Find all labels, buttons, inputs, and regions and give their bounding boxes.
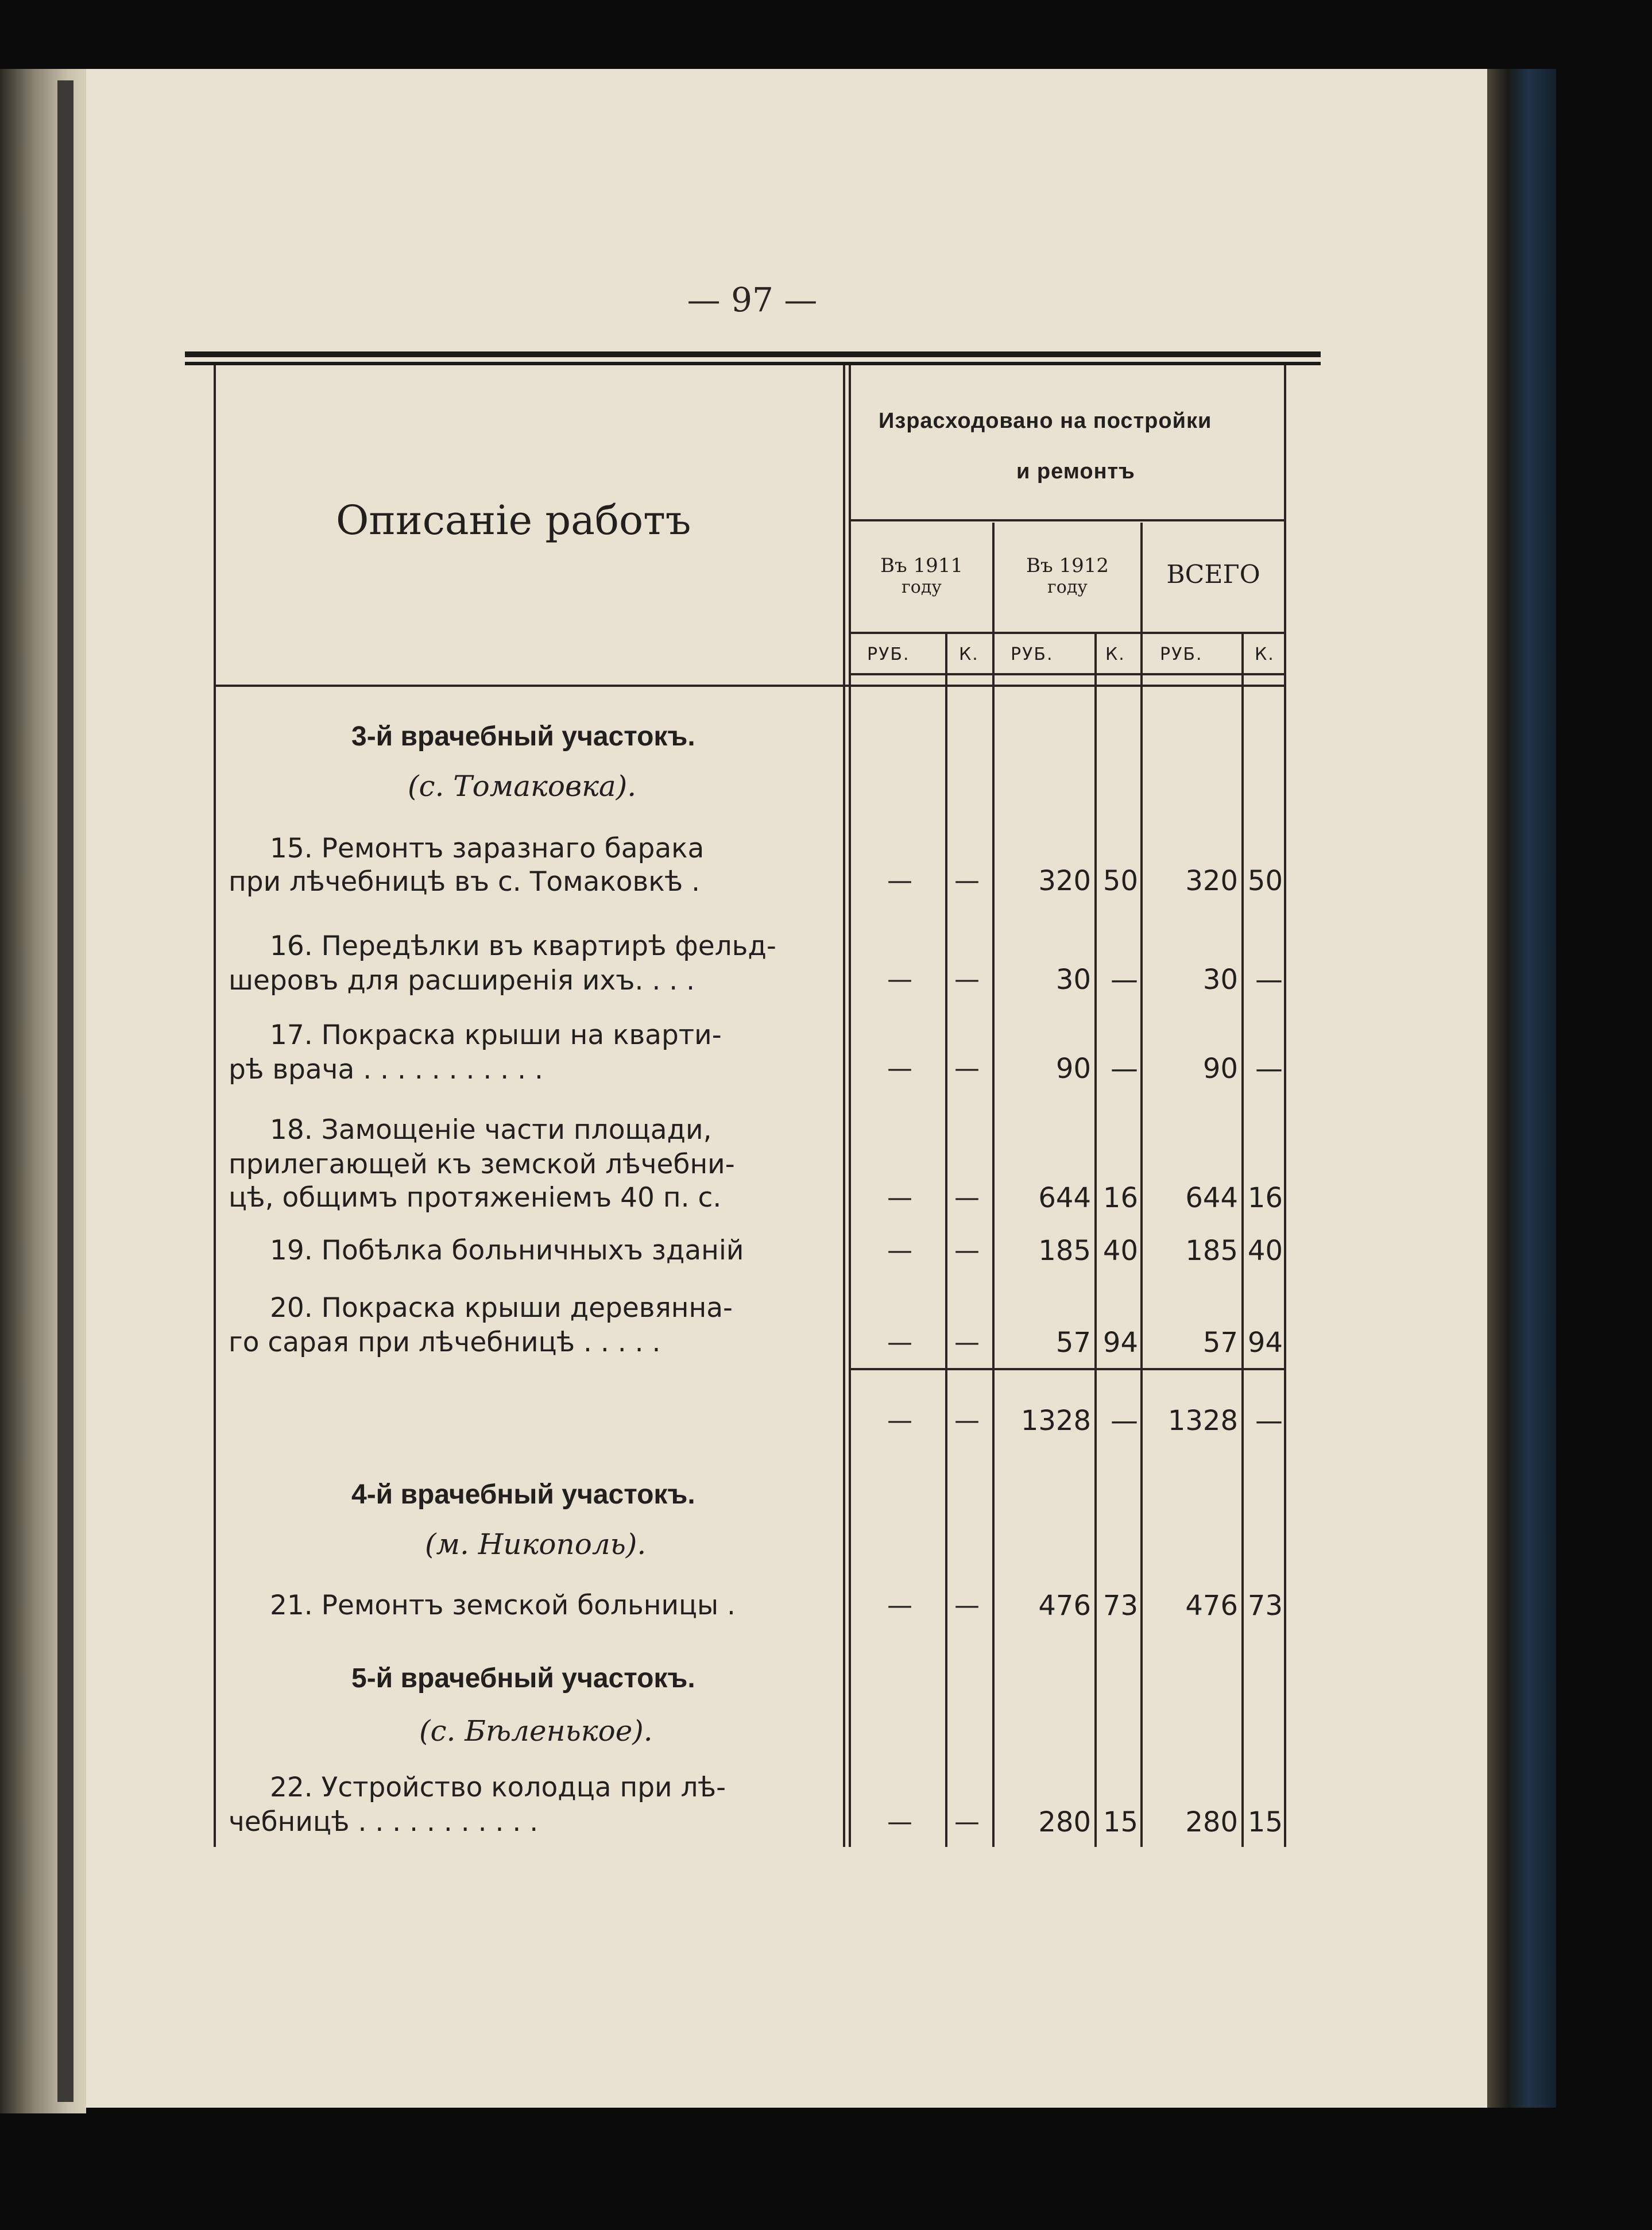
cell-rub-total: 1328 [1167,1405,1238,1437]
cell-rub-total: 320 [1185,865,1238,897]
cell-rub-total: 90 [1202,1053,1238,1085]
cell-kop-total: — [1255,964,1283,996]
cell-kop-total: — [1255,1405,1283,1437]
cell-kop-1912: — [1111,1405,1138,1437]
section-title: 4-й врачебный участокъ. [351,1479,695,1510]
page-number: — 97 — [687,280,818,319]
column-header-1911-line1: Въ 1911 [880,554,963,577]
header-rule [849,673,1284,675]
table-left-border [214,365,216,1847]
column-header-total: ВСЕГО [1166,560,1260,589]
column-header-spent-2: и ремонтъ [1016,459,1135,484]
cell-kop-1912: 15 [1102,1806,1138,1838]
cell-kop-1912: 73 [1102,1590,1138,1622]
column-header-1912-line1: Въ 1912 [1026,554,1109,577]
row-description: 21. Ремонтъ земской больницы . [270,1590,736,1621]
cell-rub-1912: 320 [1038,865,1091,897]
cell-kop-1911: — [954,1328,980,1357]
row-description: 15. Ремонтъ заразнаго барака [270,833,705,864]
section-location: (с. Томаковка). [408,770,637,803]
unit-rub: РУБ. [867,644,910,664]
cell-rub-total: 280 [1185,1806,1238,1838]
cell-rub-1912: 30 [1055,964,1091,996]
cell-rub-1911: — [887,866,912,895]
row-description: цѣ, общимъ протяженіемъ 40 п. с. [229,1182,722,1213]
right-page-edge [1487,69,1556,2108]
top-rule [185,351,1321,357]
column-divider [945,632,947,1847]
cell-rub-1911: — [887,1054,912,1083]
unit-kop: К. [1255,644,1275,664]
cell-kop-total: 50 [1247,865,1283,897]
column-header-description: Описаніе работъ [336,497,691,544]
row-description: 16. Передѣлки въ квартирѣ фельд- [270,930,776,962]
column-header-1911 [851,554,992,597]
cell-rub-1911: — [887,965,912,994]
cell-rub-1911: — [887,1807,912,1837]
cell-kop-1912: 94 [1102,1327,1138,1359]
header-rule [849,519,1284,521]
cell-kop-total: 40 [1247,1235,1283,1267]
cell-kop-1911: — [954,866,980,895]
column-header-spent: Израсходовано на постройки [879,409,1212,433]
cell-rub-1912: 644 [1038,1182,1091,1214]
cell-rub-total: 476 [1185,1590,1238,1622]
subtotal-rule [849,1368,1284,1370]
cell-rub-1912: 90 [1055,1053,1091,1085]
table-right-border [1284,365,1286,1847]
column-header-1912 [995,554,1140,597]
cell-rub-total: 30 [1202,964,1238,996]
cell-kop-total: — [1255,1053,1283,1085]
cell-rub-1912: 185 [1038,1235,1091,1267]
section-location: (м. Никополь). [425,1528,647,1561]
book-binding [57,80,73,2102]
row-description: 19. Побѣлка больничныхъ зданій [270,1235,744,1266]
row-description: 20. Покраска крыши деревянна- [270,1292,733,1324]
row-description: 17. Покраска крыши на кварти- [270,1019,722,1051]
section-title: 3-й врачебный участокъ. [351,721,695,752]
cell-kop-1911: — [954,1183,980,1212]
cell-rub-1912: 57 [1055,1327,1091,1359]
cell-kop-1912: 50 [1102,865,1138,897]
cell-kop-total: 73 [1247,1590,1283,1622]
cell-rub-1912: 280 [1038,1806,1091,1838]
cell-rub-1912: 1328 [1020,1405,1091,1437]
unit-kop: К. [959,644,979,664]
section-title: 5-й врачебный участокъ. [351,1663,695,1694]
cell-kop-1911: — [954,1591,980,1620]
cell-kop-1911: — [954,1236,980,1265]
row-description: при лѣчебницѣ въ с. Томаковкѣ . [229,866,701,898]
unit-rub: РУБ. [1160,644,1203,664]
cell-kop-total: 15 [1247,1806,1283,1838]
column-header-1911-line2: году [902,577,942,597]
cell-kop-total: 16 [1247,1182,1283,1214]
row-description: го сарая при лѣчебницѣ . . . . . [229,1327,661,1358]
cell-rub-1911: — [887,1406,912,1435]
row-description: чебницѣ . . . . . . . . . . . [229,1806,539,1838]
cell-kop-1911: — [954,1054,980,1083]
top-rule-thin [185,362,1321,365]
cell-kop-total: 94 [1247,1327,1283,1359]
cell-kop-1912: 16 [1102,1182,1138,1214]
cell-kop-1912: 40 [1102,1235,1138,1267]
column-header-1912-line2: году [1047,577,1088,597]
row-description: 22. Устройство колодца при лѣ- [270,1772,726,1803]
cell-rub-1912: 476 [1038,1590,1091,1622]
row-description: прилегающей къ земской лѣчебни- [229,1149,735,1180]
cell-kop-1911: — [954,965,980,994]
cell-kop-1911: — [954,1807,980,1837]
row-description: 18. Замощеніе части площади, [270,1114,712,1146]
row-description: шеровъ для расширенія ихъ. . . . [229,965,695,996]
section-location: (с. Бѣленькое). [419,1714,653,1748]
header-rule [214,685,1284,687]
cell-kop-1911: — [954,1406,980,1435]
cell-rub-total: 644 [1185,1182,1238,1214]
cell-rub-1911: — [887,1183,912,1212]
cell-rub-total: 57 [1202,1327,1238,1359]
column-divider [843,365,845,1847]
unit-rub: РУБ. [1011,644,1054,664]
cell-rub-total: 185 [1185,1235,1238,1267]
header-rule [849,632,1284,634]
cell-kop-1912: — [1111,1053,1138,1085]
unit-kop: К. [1105,644,1125,664]
cell-rub-1911: — [887,1591,912,1620]
cell-kop-1912: — [1111,964,1138,996]
cell-rub-1911: — [887,1236,912,1265]
cell-rub-1911: — [887,1328,912,1357]
row-description: рѣ врача . . . . . . . . . . . [229,1054,543,1085]
